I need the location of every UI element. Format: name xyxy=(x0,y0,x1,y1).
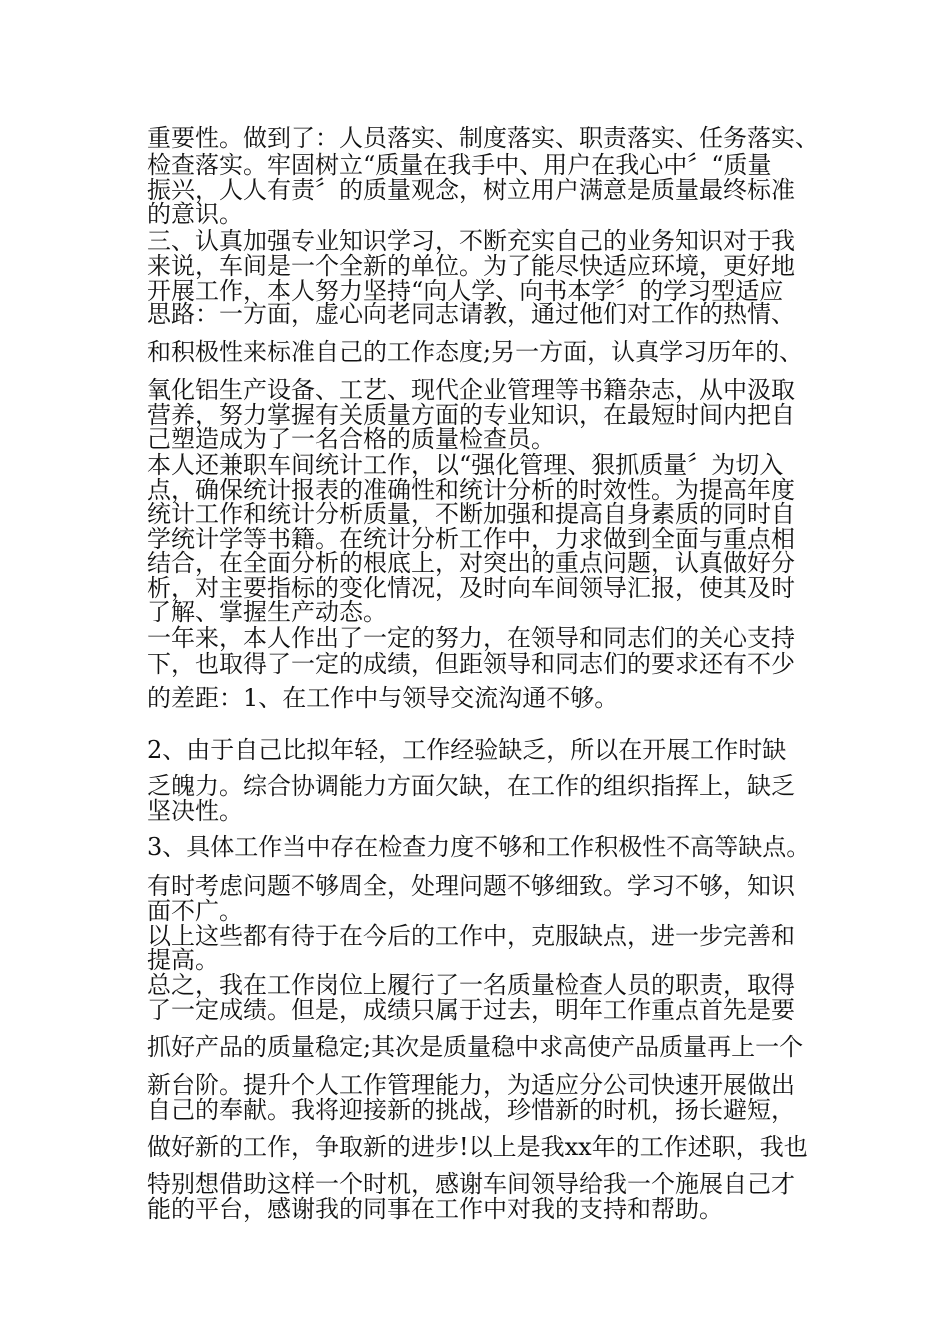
text-line: 析，对主要指标的变化情况，及时向车间领导汇报，使其及时 xyxy=(147,574,795,602)
text-line: 振兴，人人有责〞的质量观念，树立用户满意是质量最终标准 xyxy=(147,176,795,204)
text-line: 思路：一方面，虚心向老同志请教，通过他们对工作的热情、 xyxy=(147,300,795,328)
text-line: 开展工作，本人努力坚持“向人学、向书本学〞的学习型适应 xyxy=(147,277,784,305)
text-line: 有时考虑问题不够周全，处理问题不够细致。学习不够，知识 xyxy=(147,872,795,900)
text-line: 2、由于自己比拟年轻，工作经验缺乏，所以在开展工作时缺 xyxy=(147,736,787,764)
text-line: 了一定成绩。但是，成绩只属于过去，明年工作重点首先是要 xyxy=(147,996,795,1024)
text-line: 重要性。做到了：人员落实、制度落实、职责落实、任务落实、 xyxy=(147,124,819,152)
text-line: 做好新的工作，争取新的进步!以上是我xx年的工作述职，我也 xyxy=(147,1133,808,1161)
text-line: 检查落实。牢固树立“质量在我手中、用户在我心中〞“质量 xyxy=(147,151,772,179)
text-line: 一年来，本人作出了一定的努力，在领导和同志们的关心支持 xyxy=(147,624,795,652)
text-line: 三、认真加强专业知识学习，不断充实自己的业务知识对于我 xyxy=(147,227,795,255)
text-line: 乏魄力。综合协调能力方面欠缺，在工作的组织指挥上，缺乏 xyxy=(147,772,795,800)
text-line: 能的平台，感谢我的同事在工作中对我的支持和帮助。 xyxy=(147,1195,723,1223)
text-line: 面不广。 xyxy=(147,897,243,925)
text-line: 特别想借助这样一个时机，感谢车间领导给我一个施展自己才 xyxy=(147,1170,795,1198)
text-line: 总之，我在工作岗位上履行了一名质量检查人员的职责，取得 xyxy=(147,971,795,999)
text-line: 和积极性来标准自己的工作态度;另一方面，认真学习历年的、 xyxy=(147,338,804,366)
text-line: 本人还兼职车间统计工作，以“强化管理、狠抓质量〞为切入 xyxy=(147,451,784,479)
text-line: 营养，努力掌握有关质量方面的专业知识，在最短时间内把自 xyxy=(147,401,795,429)
text-line: 的意识。 xyxy=(147,200,243,228)
text-line: 自己的奉献。我将迎接新的挑战，珍惜新的时机，扬长避短， xyxy=(147,1096,795,1124)
text-line: 结合，在全面分析的根底上，对突出的重点问题，认真做好分 xyxy=(147,549,795,577)
text-line: 了解、掌握生产动态。 xyxy=(147,598,387,626)
text-line: 氧化铝生产设备、工艺、现代企业管理等书籍杂志，从中汲取 xyxy=(147,376,795,404)
text-line: 来说，车间是一个全新的单位。为了能尽快适应环境，更好地 xyxy=(147,252,795,280)
text-line: 点，确保统计报表的准确性和统计分析的时效性。为提高年度 xyxy=(147,476,795,504)
text-line: 统计工作和统计分析质量，不断加强和提高自身素质的同时自 xyxy=(147,500,795,528)
text-line: 学统计学等书籍。在统计分析工作中，力求做到全面与重点相 xyxy=(147,525,795,553)
text-line: 的差距：1、在工作中与领导交流沟通不够。 xyxy=(147,684,619,712)
text-line: 提高。 xyxy=(147,946,219,974)
text-line: 以上这些都有待于在今后的工作中，克服缺点，进一步完善和 xyxy=(147,922,795,950)
text-line: 己塑造成为了一名合格的质量检查员。 xyxy=(147,425,555,453)
text-line: 抓好产品的质量稳定;其次是质量稳中求高使产品质量再上一个 xyxy=(147,1033,804,1061)
text-line: 3、具体工作当中存在检查力度不够和工作积极性不高等缺点。 xyxy=(147,833,811,861)
text-line: 下，也取得了一定的成绩，但距领导和同志们的要求还有不少 xyxy=(147,650,795,678)
text-line: 新台阶。提升个人工作管理能力，为适应分公司快速开展做出 xyxy=(147,1071,795,1099)
text-line: 坚决性。 xyxy=(147,797,243,825)
